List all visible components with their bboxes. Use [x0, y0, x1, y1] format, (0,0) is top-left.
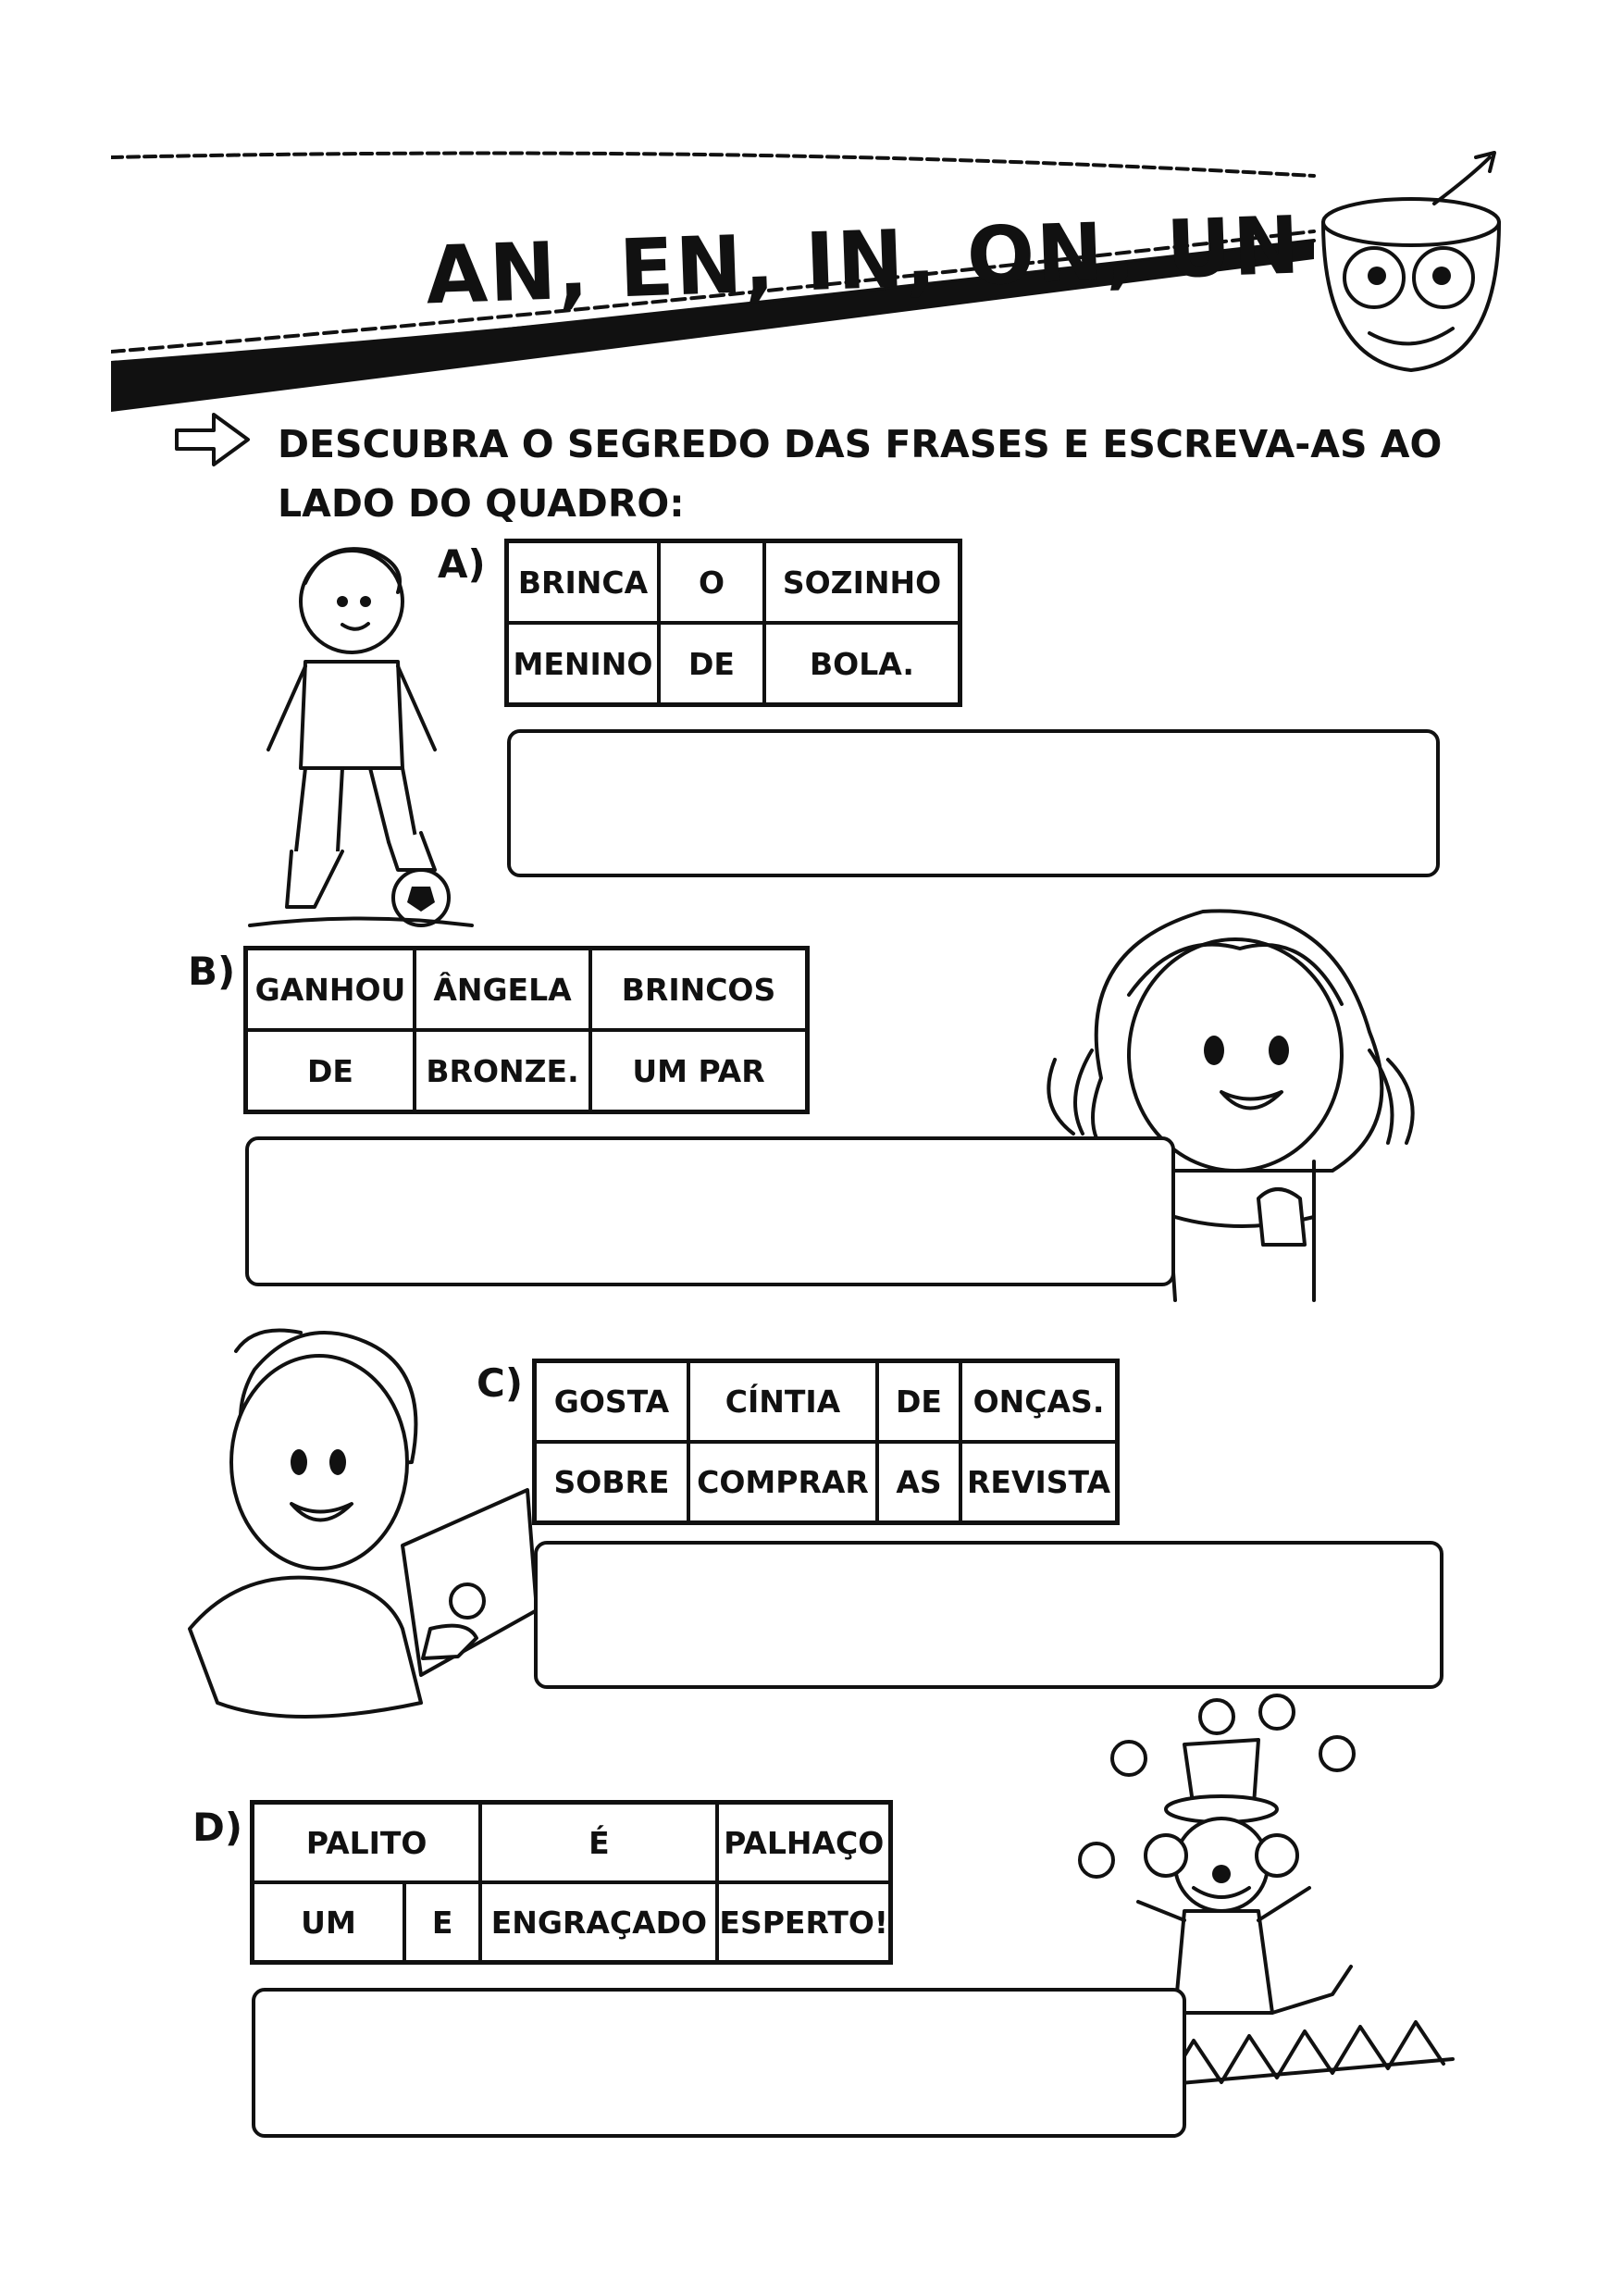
exercise-b-label: B) [188, 949, 236, 994]
instruction-text: DESCUBRA O SEGREDO DAS FRASES E ESCREVA-AS AO LADO DO QUADRO: [278, 422, 1443, 526]
word-cell: UM [253, 1882, 405, 1963]
word-cell: SOBRE [535, 1442, 689, 1523]
table-row [246, 949, 808, 1031]
answer-box-c[interactable] [534, 1541, 1443, 1689]
word-cell: ESPERTO! [717, 1882, 890, 1963]
word-cell: REVISTA [960, 1442, 1118, 1523]
word-cell: BRONZE. [415, 1030, 590, 1112]
word-grid-a [504, 539, 962, 707]
table-row [253, 1803, 891, 1883]
word-cell: O [659, 541, 764, 624]
answer-box-d[interactable] [252, 1988, 1186, 2138]
word-cell: GANHOU [246, 949, 415, 1031]
word-grid-d [250, 1800, 893, 1965]
table-row [507, 541, 960, 624]
table-row [246, 1030, 808, 1112]
word-cell: ONÇAS. [960, 1361, 1118, 1443]
exercise-a-label: A) [438, 541, 486, 587]
word-grid-c [532, 1359, 1120, 1525]
exercise-d-label: D) [192, 1805, 243, 1850]
word-cell: MENINO [507, 623, 660, 705]
table-row [535, 1442, 1118, 1523]
word-cell: E [404, 1882, 480, 1963]
word-cell: BOLA. [764, 623, 960, 705]
word-cell: ÂNGELA [415, 949, 590, 1031]
word-cell: GOSTA [535, 1361, 689, 1443]
exercise-c-label: C) [477, 1360, 524, 1406]
word-cell: PALHAÇO [717, 1803, 890, 1883]
word-cell: DE [246, 1030, 415, 1112]
table-row [507, 623, 960, 705]
word-cell: ENGRAÇADO [480, 1882, 717, 1963]
word-cell: AS [877, 1442, 960, 1523]
word-cell: É [480, 1803, 717, 1883]
answer-box-b[interactable] [245, 1136, 1175, 1286]
page-title: AN, EN, IN, ON, UN [424, 199, 1304, 323]
boy-with-soccer-ball-illustration [250, 537, 472, 944]
word-cell: CÍNTIA [688, 1361, 877, 1443]
word-cell: BRINCA [507, 541, 660, 624]
arrow-icon [172, 407, 255, 472]
word-cell: DE [877, 1361, 960, 1443]
table-row [535, 1361, 1118, 1443]
glasses-mascot-icon [1305, 148, 1518, 398]
word-cell: COMPRAR [688, 1442, 877, 1523]
table-row [253, 1882, 891, 1963]
word-cell: DE [659, 623, 764, 705]
word-cell: BRINCOS [590, 949, 808, 1031]
word-cell: PALITO [253, 1803, 481, 1883]
word-cell: UM PAR [590, 1030, 808, 1112]
word-cell: SOZINHO [764, 541, 960, 624]
answer-box-a[interactable] [507, 729, 1440, 877]
word-grid-b [243, 946, 810, 1114]
